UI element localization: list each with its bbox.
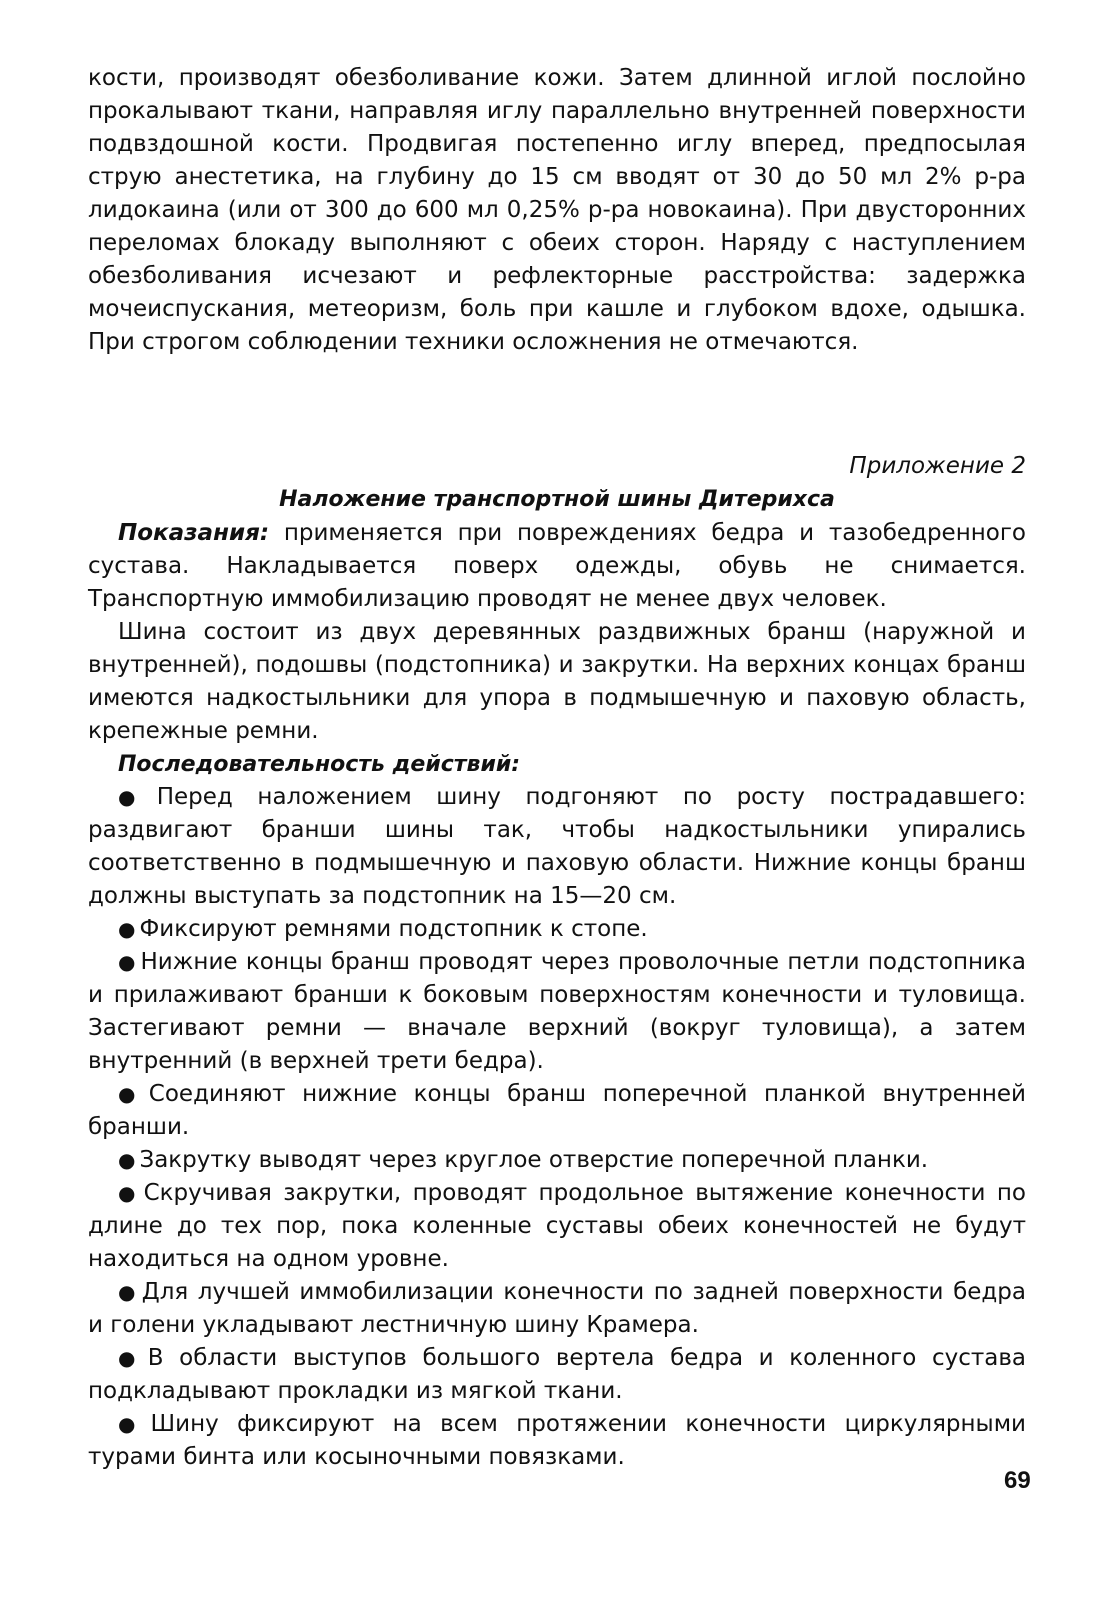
continuation-paragraph: кости, производят обезболивание кожи. Затем длинной иглой послойно прокалывают ткани, направляя иглу параллельно внутренней поверхности подвздошной кости. Продвигая постепенно иглу вперед, предпосылая струю анестетика, на глубину до 15 см вводят от 30 до 50 мл 2% р-ра лидокаина (или от 300 до 600 мл 0,25% р-ра новокаина). При двусторонних переломах блокаду выполняют с обеих сторон. Наряду с наступлением обезболивания исчезают и рефлекторные расстройства: задержка мочеиспускания, метеоризм, боль при кашле и глубоком вдохе, одышка. При строгом соблюдении техники осложнения не отмечаются.: [88, 65, 1026, 355]
sequence-step: [88, 781, 1026, 913]
bullet-icon: ●: [118, 1280, 138, 1304]
step-text: В области выступов большого вертела бедра и коленного сустава подкладывают прокладки из мягкой ткани.: [88, 1345, 1026, 1404]
appendix-label: Приложение 2: [849, 453, 1026, 479]
bullet-icon: ●: [118, 950, 137, 974]
sequence-step: [88, 946, 1026, 1078]
step-text: Перед наложением шину подгоняют по росту пострадавшего: раздвигают бранши шины так, чтобы надкостыльники упирались соответственно в подмышечную и паховую области. Нижние концы бранш должны выступать за подстопник на 15—20 см.: [88, 784, 1026, 909]
description-paragraph: Шина состоит из двух деревянных раздвижных бранш (наружной и внутренней), подошвы (подстопника) и закрутки. На верхних концах бранш имеются надкостыльники для упора в подмышечную и паховую область, крепежные ремни.: [88, 619, 1026, 744]
step-text: Скручивая закрутки, проводят продольное вытяжение конечности по длине до тех пор, пока коленные суставы обеих конечностей не будут находиться на одном уровне.: [88, 1180, 1027, 1272]
sequence-step: [88, 1342, 1026, 1408]
sequence-step: [88, 1078, 1026, 1144]
sequence-step: [88, 913, 1026, 946]
step-text: Шину фиксируют на всем протяжении конечности циркулярными турами бинта или косыночными повязками.: [88, 1411, 1026, 1470]
bullet-icon: ●: [118, 1082, 145, 1106]
section-title: Наложение транспортной шины Дитерихса: [279, 487, 835, 512]
indications-label: Показания:: [118, 520, 270, 546]
indications-text: применяется при повреждениях бедра и тазобедренного сустава. Накладывается поверх одежды, обувь не снимается. Транспортную иммобилизацию проводят не менее двух человек.: [88, 520, 1026, 612]
bullet-icon: ●: [118, 785, 153, 809]
bullet-icon: ●: [118, 1346, 144, 1370]
step-text: Соединяют нижние концы бранш поперечной планкой внутренней бранши.: [88, 1081, 1026, 1140]
indications-paragraph: [88, 517, 1026, 616]
bullet-icon: ●: [118, 917, 136, 941]
sequence-step: [88, 1276, 1026, 1342]
step-text: Для лучшей иммобилизации конечности по задней поверхности бедра и голени укладывают лестничную шину Крамера.: [88, 1279, 1026, 1338]
sequence-heading: Последовательность действий:: [118, 752, 521, 777]
sequence-step: [88, 1408, 1026, 1474]
page-content: [88, 62, 1026, 1474]
page-number: 69: [1004, 1467, 1031, 1494]
step-text: Нижние концы бранш проводят через проволочные петли подстопника и прилаживают бранши к боковым поверхностям конечности и туловища. Застегивают ремни — вначале верхний (вокруг туловища), а затем внутренний (в верхней трети бедра).: [88, 949, 1026, 1074]
bullet-icon: ●: [118, 1412, 147, 1436]
bullet-icon: ●: [118, 1181, 140, 1205]
sequence-step: [88, 1177, 1026, 1276]
bullet-icon: ●: [118, 1148, 136, 1172]
step-text: Фиксируют ремнями подстопник к стопе.: [139, 916, 648, 942]
sequence-step: [88, 1144, 1026, 1177]
step-text: Закрутку выводят через круглое отверстие поперечной планки.: [139, 1147, 929, 1173]
section-gap: [88, 359, 1026, 449]
